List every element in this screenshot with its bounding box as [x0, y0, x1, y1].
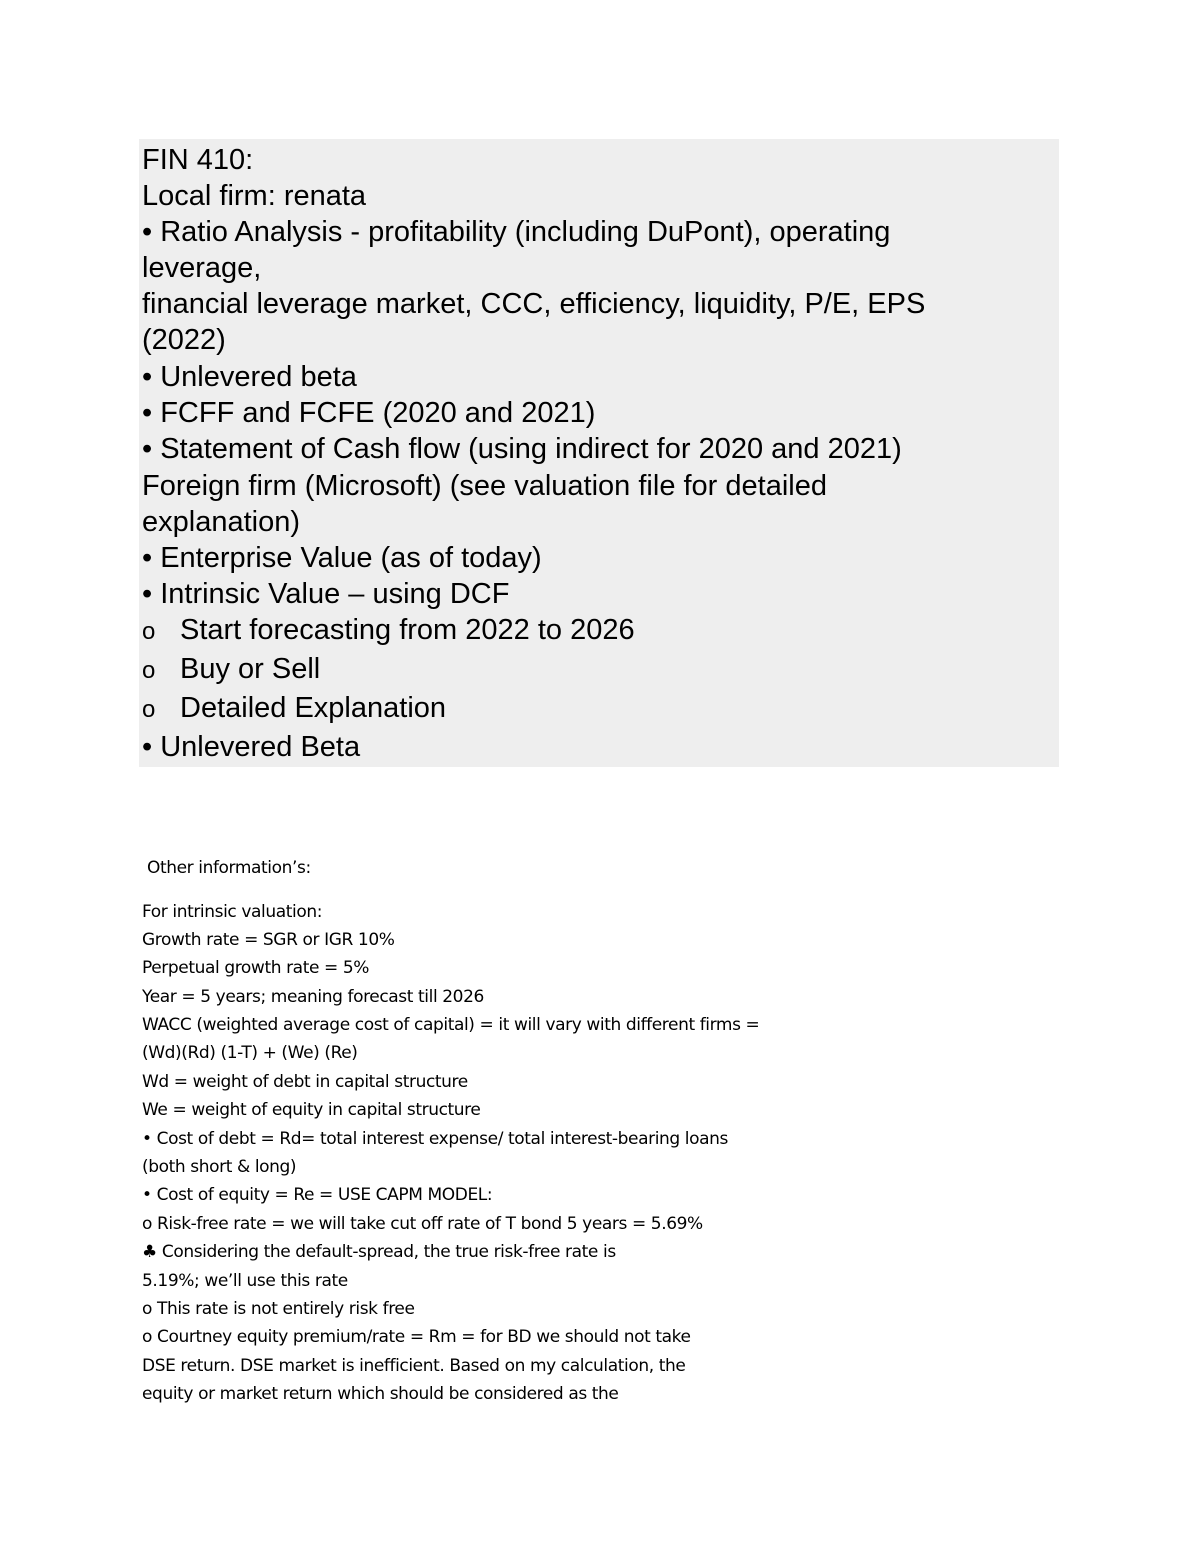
sub-item-text: Detailed Explanation	[180, 692, 447, 724]
local-firm-line: Local firm: renata	[142, 180, 367, 212]
year-2022-line: (2022)	[142, 324, 226, 356]
text-line: DSE return. DSE market is inefficient. Based on my calculation, the	[142, 1356, 686, 1376]
text-line: (both short & long)	[142, 1157, 297, 1177]
sub-bullet: o	[142, 618, 156, 645]
text-line: Perpetual growth rate = 5%	[142, 958, 370, 978]
sub-item-explanation	[142, 690, 446, 728]
text-line: o This rate is not entirely risk free	[142, 1299, 415, 1319]
other-info-heading: Other information’s:	[147, 858, 311, 878]
text-line: ♣ Considering the default-spread, the true risk-free rate is	[142, 1242, 616, 1262]
sub-item-buy-sell	[142, 651, 320, 689]
text-line: • Cost of debt = Rd= total interest expense/ total interest-bearing loans	[142, 1129, 728, 1149]
text-line: Wd = weight of debt in capital structure	[142, 1072, 468, 1092]
text-line: 5.19%; we’ll use this rate	[142, 1271, 348, 1291]
text-line: We = weight of equity in capital structure	[142, 1100, 481, 1120]
fcff-fcfe-line: • FCFF and FCFE (2020 and 2021)	[142, 397, 596, 429]
text-line: For intrinsic valuation:	[142, 902, 323, 922]
enterprise-value-line: • Enterprise Value (as of today)	[142, 542, 542, 574]
text-line: o Risk-free rate = we will take cut off rate of T bond 5 years = 5.69%	[142, 1214, 703, 1234]
ratio-analysis-line: • Ratio Analysis - profitability (including DuPont), operating	[142, 216, 891, 248]
text-line: Year = 5 years; meaning forecast till 2026	[142, 987, 484, 1007]
unlevered-beta-line: • Unlevered beta	[142, 361, 357, 393]
text-line: o Courtney equity premium/rate = Rm = for BD we should not take	[142, 1327, 691, 1347]
sub-item-text: Start forecasting from 2022 to 2026	[180, 614, 635, 646]
sub-item-text: Buy or Sell	[180, 653, 321, 685]
text-line: WACC (weighted average cost of capital) = it will vary with different firms =	[142, 1015, 760, 1035]
unlevered-beta-final-line: • Unlevered Beta	[142, 731, 361, 763]
sub-item-forecasting	[142, 612, 635, 650]
cash-flow-statement-line: • Statement of Cash flow (using indirect for 2020 and 2021)	[142, 433, 902, 465]
text-line: • Cost of equity = Re = USE CAPM MODEL:	[142, 1185, 493, 1205]
financial-leverage-line: financial leverage market, CCC, efficiency, liquidity, P/E, EPS	[142, 288, 926, 320]
text-line: (Wd)(Rd) (1-T) + (We) (Re)	[142, 1043, 358, 1063]
text-line: equity or market return which should be considered as the	[142, 1384, 619, 1404]
foreign-firm-continued: explanation)	[142, 506, 300, 538]
foreign-firm-line: Foreign firm (Microsoft) (see valuation file for detailed	[142, 470, 827, 502]
text-line: Growth rate = SGR or IGR 10%	[142, 930, 395, 950]
intrinsic-value-line: • Intrinsic Value – using DCF	[142, 578, 510, 610]
course-title: FIN 410:	[142, 144, 254, 176]
ratio-analysis-continued: leverage,	[142, 252, 262, 284]
sub-bullet: o	[142, 696, 156, 723]
sub-bullet: o	[142, 657, 156, 684]
